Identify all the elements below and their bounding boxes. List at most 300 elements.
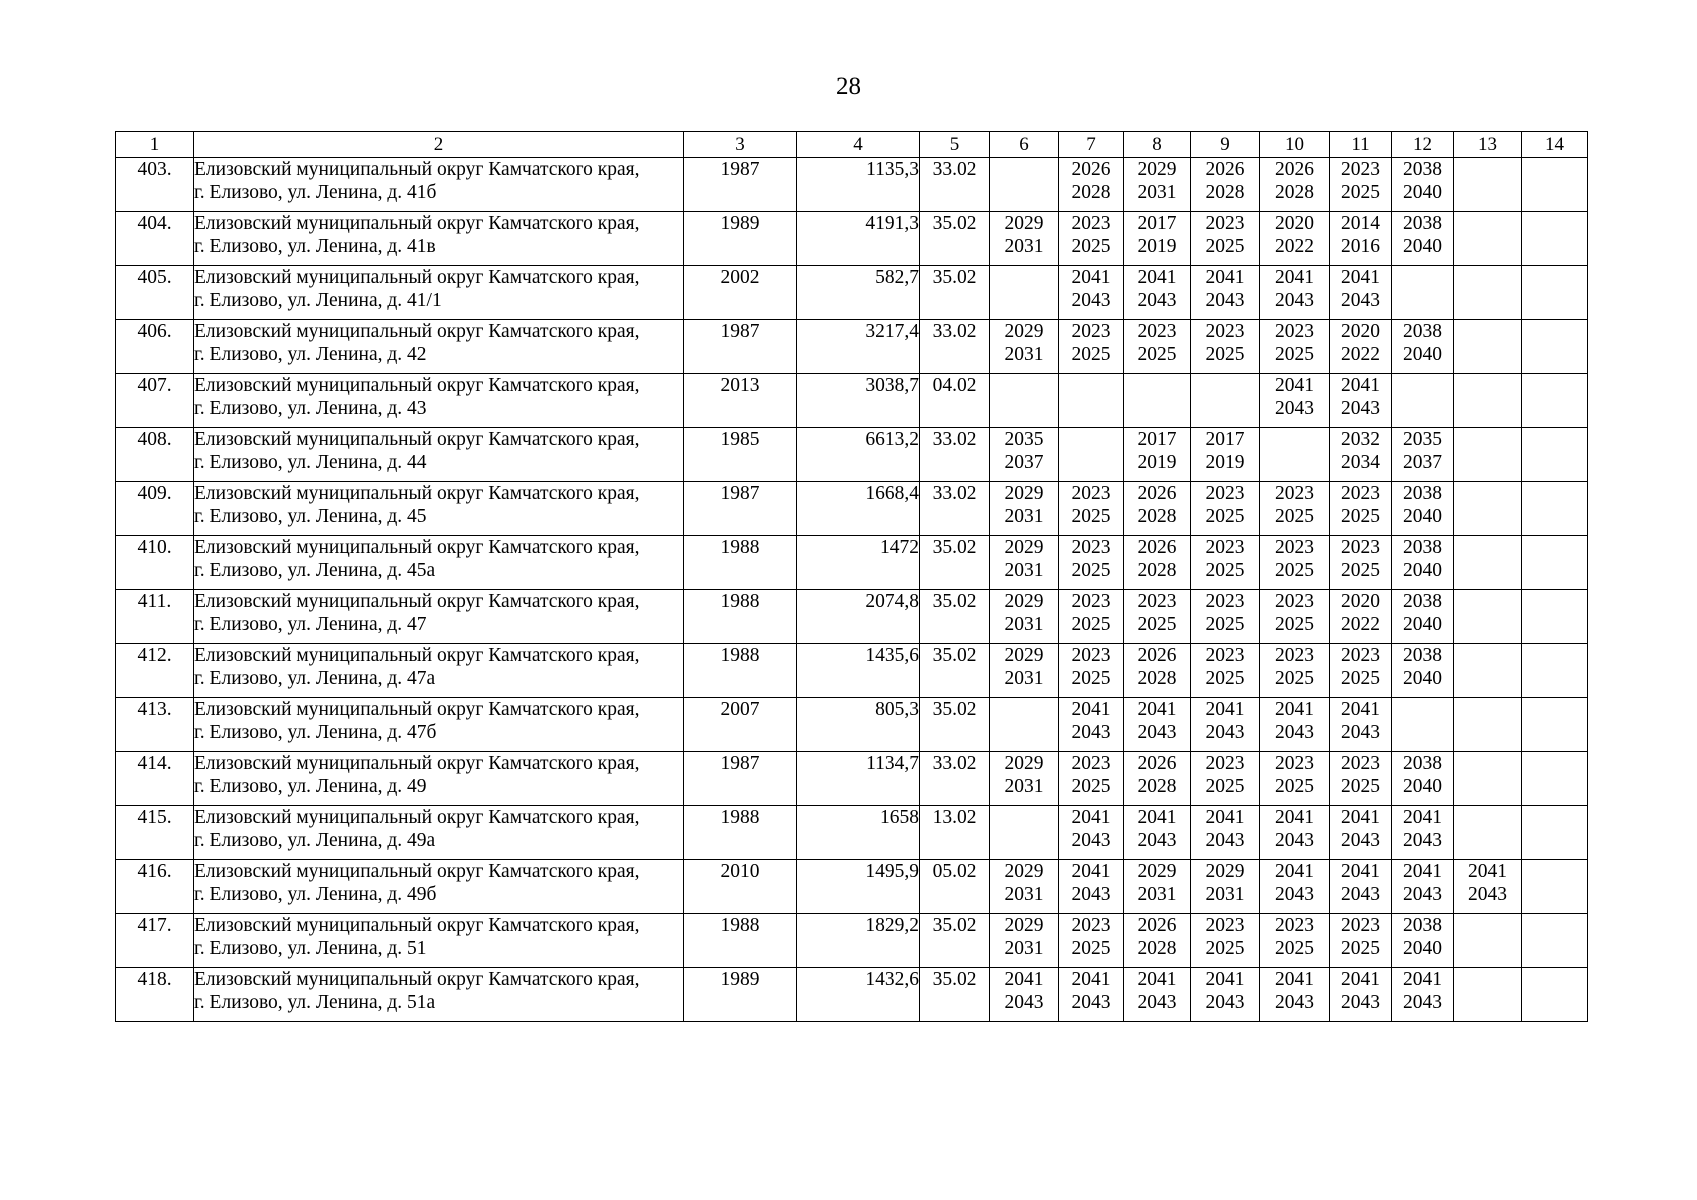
period-start-year: 2026 [1137, 753, 1177, 774]
period-cell-col-13 [1454, 752, 1522, 806]
period-start-year: 2038 [1403, 537, 1442, 558]
period-end-year: 2043 [1341, 290, 1380, 311]
address-cell [194, 320, 684, 374]
period-start-year: 2038 [1403, 645, 1442, 666]
address-street: г. Елизово, ул. Ленина, д. 51а [194, 992, 436, 1013]
period-end-year: 2025 [1341, 776, 1380, 797]
code-cell: 35.02 [920, 968, 990, 1022]
period-start-year: 2026 [1137, 537, 1177, 558]
column-header-7: 7 [1059, 132, 1124, 158]
period-start-year: 2038 [1403, 483, 1442, 504]
address-cell [194, 698, 684, 752]
period-end-year: 2031 [1137, 182, 1177, 203]
period-cell-col-6 [990, 212, 1059, 266]
period-cell-col-6 [990, 806, 1059, 860]
period-cell-col-8 [1124, 482, 1191, 536]
period-end-year: 2019 [1137, 236, 1177, 257]
period-start-year: 2041 [1205, 969, 1245, 990]
period-end-year: 2040 [1403, 182, 1442, 203]
period-cell-col-10 [1260, 482, 1330, 536]
address-municipality: Елизовский муниципальный округ Камчатского края, [194, 915, 640, 936]
column-header-9: 9 [1191, 132, 1260, 158]
year-cell: 2010 [684, 860, 797, 914]
period-cell-col-13 [1454, 590, 1522, 644]
period-end-year: 2028 [1275, 182, 1314, 203]
code-cell: 35.02 [920, 914, 990, 968]
period-end-year: 2043 [1205, 992, 1245, 1013]
period-cell-col-10 [1260, 860, 1330, 914]
column-header-1: 1 [116, 132, 194, 158]
period-start-year: 2038 [1403, 213, 1442, 234]
period-end-year: 2025 [1071, 506, 1111, 527]
area-cell: 3038,7 [797, 374, 920, 428]
period-start-year: 2023 [1205, 591, 1245, 612]
period-end-year: 2031 [1004, 344, 1044, 365]
code-cell: 04.02 [920, 374, 990, 428]
period-cell-col-10 [1260, 914, 1330, 968]
area-cell: 1472 [797, 536, 920, 590]
period-cell-col-9 [1191, 590, 1260, 644]
period-cell-col-7 [1059, 698, 1124, 752]
period-end-year: 2043 [1275, 884, 1314, 905]
address-municipality: Елизовский муниципальный округ Камчатского края, [194, 213, 640, 234]
address-municipality: Елизовский муниципальный округ Камчатского края, [194, 267, 640, 288]
period-cell-col-6 [990, 914, 1059, 968]
period-cell-col-10 [1260, 968, 1330, 1022]
period-start-year: 2038 [1403, 591, 1442, 612]
period-cell-col-12 [1392, 482, 1454, 536]
period-cell-col-13 [1454, 536, 1522, 590]
period-end-year: 2043 [1275, 290, 1314, 311]
period-end-year: 2040 [1403, 560, 1442, 581]
table-row [116, 698, 1588, 752]
period-end-year: 2043 [1468, 884, 1507, 905]
period-cell-col-9 [1191, 644, 1260, 698]
address-street: г. Елизово, ул. Ленина, д. 42 [194, 344, 427, 365]
row-number-cell: 409. [116, 482, 194, 536]
column-header-8: 8 [1124, 132, 1191, 158]
address-municipality: Елизовский муниципальный округ Камчатского края, [194, 645, 640, 666]
column-header-10: 10 [1260, 132, 1330, 158]
period-cell-col-14 [1522, 428, 1588, 482]
row-number-cell: 414. [116, 752, 194, 806]
period-start-year: 2023 [1205, 645, 1245, 666]
period-cell-col-9 [1191, 266, 1260, 320]
period-cell-col-10 [1260, 806, 1330, 860]
address-municipality: Елизовский муниципальный округ Камчатского края, [194, 159, 640, 180]
period-end-year: 2025 [1205, 614, 1245, 635]
period-start-year: 2029 [1004, 591, 1044, 612]
period-cell-col-11 [1330, 266, 1392, 320]
period-end-year: 2025 [1275, 776, 1314, 797]
period-start-year: 2035 [1403, 429, 1442, 450]
period-start-year: 2023 [1137, 591, 1177, 612]
code-cell: 35.02 [920, 644, 990, 698]
area-cell: 1658 [797, 806, 920, 860]
period-cell-col-8 [1124, 698, 1191, 752]
period-cell-col-11 [1330, 482, 1392, 536]
address-cell [194, 860, 684, 914]
period-cell-col-12 [1392, 266, 1454, 320]
period-end-year: 2040 [1403, 938, 1442, 959]
period-start-year: 2038 [1403, 753, 1442, 774]
period-start-year: 2023 [1071, 537, 1111, 558]
year-cell: 1987 [684, 482, 797, 536]
period-start-year: 2041 [1137, 807, 1177, 828]
period-cell-col-6 [990, 968, 1059, 1022]
address-cell [194, 482, 684, 536]
period-cell-col-13 [1454, 644, 1522, 698]
period-cell-col-10 [1260, 212, 1330, 266]
period-start-year: 2020 [1275, 213, 1314, 234]
period-cell-col-7 [1059, 428, 1124, 482]
period-end-year: 2028 [1137, 668, 1177, 689]
address-cell [194, 212, 684, 266]
period-cell-col-11 [1330, 968, 1392, 1022]
period-start-year: 2029 [1137, 861, 1177, 882]
period-end-year: 2025 [1205, 236, 1245, 257]
period-cell-col-12 [1392, 158, 1454, 212]
period-cell-col-13 [1454, 914, 1522, 968]
period-start-year: 2038 [1403, 159, 1442, 180]
period-start-year: 2041 [1205, 699, 1245, 720]
period-cell-col-12 [1392, 806, 1454, 860]
table-row [116, 428, 1588, 482]
period-start-year: 2026 [1275, 159, 1314, 180]
period-end-year: 2025 [1205, 938, 1245, 959]
period-cell-col-12 [1392, 644, 1454, 698]
row-number-cell: 408. [116, 428, 194, 482]
period-cell-col-14 [1522, 212, 1588, 266]
period-cell-col-11 [1330, 644, 1392, 698]
period-start-year: 2023 [1205, 483, 1245, 504]
period-end-year: 2043 [1341, 722, 1380, 743]
area-cell: 3217,4 [797, 320, 920, 374]
year-cell: 1987 [684, 158, 797, 212]
area-cell: 4191,3 [797, 212, 920, 266]
period-cell-col-12 [1392, 374, 1454, 428]
period-start-year: 2023 [1275, 321, 1314, 342]
code-cell: 35.02 [920, 266, 990, 320]
period-start-year: 2035 [1004, 429, 1044, 450]
year-cell: 1987 [684, 752, 797, 806]
period-cell-col-7 [1059, 644, 1124, 698]
period-cell-col-11 [1330, 698, 1392, 752]
period-end-year: 2028 [1137, 938, 1177, 959]
period-end-year: 2016 [1341, 236, 1380, 257]
period-start-year: 2023 [1275, 915, 1314, 936]
period-start-year: 2029 [1004, 537, 1044, 558]
area-cell: 1435,6 [797, 644, 920, 698]
period-start-year: 2023 [1275, 753, 1314, 774]
period-start-year: 2026 [1071, 159, 1111, 180]
period-end-year: 2043 [1275, 722, 1314, 743]
period-cell-col-10 [1260, 374, 1330, 428]
area-cell: 1134,7 [797, 752, 920, 806]
code-cell: 33.02 [920, 428, 990, 482]
period-start-year: 2023 [1071, 753, 1111, 774]
period-cell-col-10 [1260, 428, 1330, 482]
period-start-year: 2023 [1275, 483, 1314, 504]
address-municipality: Елизовский муниципальный округ Камчатского края, [194, 321, 640, 342]
period-end-year: 2043 [1071, 992, 1111, 1013]
period-end-year: 2031 [1004, 236, 1044, 257]
table-row [116, 482, 1588, 536]
column-header-5: 5 [920, 132, 990, 158]
period-end-year: 2025 [1275, 938, 1314, 959]
period-start-year: 2041 [1275, 699, 1314, 720]
period-cell-col-6 [990, 536, 1059, 590]
period-start-year: 2023 [1205, 753, 1245, 774]
area-cell: 1135,3 [797, 158, 920, 212]
period-start-year: 2041 [1403, 807, 1442, 828]
period-cell-col-6 [990, 374, 1059, 428]
period-cell-col-7 [1059, 806, 1124, 860]
period-start-year: 2029 [1004, 915, 1044, 936]
period-end-year: 2025 [1341, 506, 1380, 527]
period-cell-col-13 [1454, 212, 1522, 266]
period-end-year: 2025 [1275, 506, 1314, 527]
period-start-year: 2026 [1137, 915, 1177, 936]
period-cell-col-14 [1522, 320, 1588, 374]
column-header-14: 14 [1522, 132, 1588, 158]
period-end-year: 2040 [1403, 668, 1442, 689]
period-end-year: 2025 [1205, 506, 1245, 527]
code-cell: 33.02 [920, 320, 990, 374]
period-cell-col-9 [1191, 698, 1260, 752]
period-start-year: 2023 [1071, 213, 1111, 234]
period-end-year: 2043 [1403, 992, 1442, 1013]
year-cell: 2013 [684, 374, 797, 428]
period-end-year: 2031 [1004, 776, 1044, 797]
address-street: г. Елизово, ул. Ленина, д. 47б [194, 722, 437, 743]
address-cell [194, 266, 684, 320]
period-cell-col-9 [1191, 482, 1260, 536]
period-start-year: 2041 [1137, 969, 1177, 990]
period-cell-col-9 [1191, 806, 1260, 860]
address-street: г. Елизово, ул. Ленина, д. 41в [194, 236, 436, 257]
period-end-year: 2031 [1004, 614, 1044, 635]
period-start-year: 2041 [1137, 267, 1177, 288]
period-start-year: 2023 [1071, 645, 1111, 666]
table-row [116, 536, 1588, 590]
period-cell-col-8 [1124, 590, 1191, 644]
period-cell-col-11 [1330, 212, 1392, 266]
period-start-year: 2023 [1275, 591, 1314, 612]
period-end-year: 2022 [1275, 236, 1314, 257]
period-end-year: 2022 [1341, 614, 1380, 635]
period-end-year: 2028 [1137, 560, 1177, 581]
period-end-year: 2028 [1205, 182, 1245, 203]
period-cell-col-9 [1191, 428, 1260, 482]
address-cell [194, 590, 684, 644]
period-cell-col-14 [1522, 860, 1588, 914]
period-start-year: 2023 [1205, 915, 1245, 936]
code-cell: 35.02 [920, 212, 990, 266]
period-start-year: 2017 [1137, 213, 1177, 234]
period-end-year: 2043 [1004, 992, 1044, 1013]
period-cell-col-12 [1392, 212, 1454, 266]
period-start-year: 2041 [1275, 969, 1314, 990]
period-start-year: 2041 [1071, 861, 1111, 882]
period-start-year: 2023 [1071, 591, 1111, 612]
period-end-year: 2043 [1071, 722, 1111, 743]
period-cell-col-13 [1454, 968, 1522, 1022]
period-start-year: 2041 [1341, 807, 1380, 828]
period-end-year: 2037 [1004, 452, 1044, 473]
row-number-cell: 403. [116, 158, 194, 212]
period-cell-col-10 [1260, 752, 1330, 806]
period-start-year: 2041 [1341, 969, 1380, 990]
period-start-year: 2041 [1468, 861, 1507, 882]
period-cell-col-6 [990, 860, 1059, 914]
area-cell: 582,7 [797, 266, 920, 320]
code-cell: 35.02 [920, 536, 990, 590]
period-cell-col-11 [1330, 320, 1392, 374]
period-cell-col-11 [1330, 158, 1392, 212]
period-start-year: 2023 [1275, 645, 1314, 666]
period-end-year: 2043 [1403, 884, 1442, 905]
period-end-year: 2025 [1071, 668, 1111, 689]
table-row [116, 320, 1588, 374]
table-row [116, 266, 1588, 320]
period-cell-col-7 [1059, 158, 1124, 212]
building-register-table [115, 131, 1588, 1022]
period-start-year: 2041 [1071, 699, 1111, 720]
period-cell-col-13 [1454, 482, 1522, 536]
period-cell-col-13 [1454, 320, 1522, 374]
period-start-year: 2041 [1071, 969, 1111, 990]
period-cell-col-12 [1392, 752, 1454, 806]
period-end-year: 2025 [1205, 668, 1245, 689]
period-start-year: 2041 [1341, 699, 1380, 720]
address-street: г. Елизово, ул. Ленина, д. 51 [194, 938, 427, 959]
column-header-12: 12 [1392, 132, 1454, 158]
code-cell: 05.02 [920, 860, 990, 914]
period-start-year: 2026 [1137, 645, 1177, 666]
column-header-6: 6 [990, 132, 1059, 158]
period-start-year: 2041 [1275, 807, 1314, 828]
period-end-year: 2025 [1071, 560, 1111, 581]
period-start-year: 2023 [1071, 483, 1111, 504]
period-end-year: 2037 [1403, 452, 1442, 473]
period-start-year: 2032 [1341, 429, 1380, 450]
period-cell-col-14 [1522, 644, 1588, 698]
year-cell: 1985 [684, 428, 797, 482]
column-header-13: 13 [1454, 132, 1522, 158]
row-number-cell: 407. [116, 374, 194, 428]
period-cell-col-9 [1191, 212, 1260, 266]
table-row [116, 590, 1588, 644]
column-header-4: 4 [797, 132, 920, 158]
period-cell-col-8 [1124, 428, 1191, 482]
column-header-3: 3 [684, 132, 797, 158]
row-number-cell: 411. [116, 590, 194, 644]
period-end-year: 2019 [1137, 452, 1177, 473]
period-start-year: 2023 [1205, 213, 1245, 234]
area-cell: 805,3 [797, 698, 920, 752]
period-cell-col-14 [1522, 698, 1588, 752]
period-cell-col-6 [990, 590, 1059, 644]
address-street: г. Елизово, ул. Ленина, д. 49 [194, 776, 427, 797]
table-row [116, 158, 1588, 212]
period-end-year: 2031 [1004, 668, 1044, 689]
period-cell-col-8 [1124, 320, 1191, 374]
period-start-year: 2029 [1004, 753, 1044, 774]
period-end-year: 2043 [1275, 992, 1314, 1013]
address-municipality: Елизовский муниципальный округ Камчатского края, [194, 753, 640, 774]
table-row [116, 806, 1588, 860]
year-cell: 1988 [684, 590, 797, 644]
period-start-year: 2017 [1205, 429, 1245, 450]
period-cell-col-9 [1191, 374, 1260, 428]
period-end-year: 2043 [1071, 884, 1111, 905]
period-end-year: 2025 [1205, 776, 1245, 797]
period-cell-col-11 [1330, 428, 1392, 482]
table-row [116, 212, 1588, 266]
period-start-year: 2023 [1341, 915, 1380, 936]
period-start-year: 2023 [1071, 915, 1111, 936]
period-end-year: 2043 [1275, 398, 1314, 419]
address-street: г. Елизово, ул. Ленина, д. 43 [194, 398, 427, 419]
period-cell-col-13 [1454, 428, 1522, 482]
period-start-year: 2038 [1403, 915, 1442, 936]
period-cell-col-7 [1059, 860, 1124, 914]
period-end-year: 2025 [1341, 668, 1380, 689]
period-start-year: 2041 [1071, 267, 1111, 288]
period-end-year: 2043 [1071, 830, 1111, 851]
period-start-year: 2023 [1341, 483, 1380, 504]
period-start-year: 2041 [1341, 375, 1380, 396]
period-start-year: 2041 [1071, 807, 1111, 828]
address-cell [194, 374, 684, 428]
period-cell-col-6 [990, 644, 1059, 698]
period-start-year: 2023 [1341, 753, 1380, 774]
code-cell: 33.02 [920, 158, 990, 212]
period-cell-col-14 [1522, 752, 1588, 806]
period-cell-col-8 [1124, 914, 1191, 968]
period-start-year: 2041 [1341, 267, 1380, 288]
column-header-2: 2 [194, 132, 684, 158]
period-cell-col-9 [1191, 752, 1260, 806]
period-end-year: 2043 [1205, 290, 1245, 311]
period-start-year: 2023 [1341, 537, 1380, 558]
year-cell: 1989 [684, 212, 797, 266]
period-end-year: 2040 [1403, 506, 1442, 527]
address-street: г. Елизово, ул. Ленина, д. 45а [194, 560, 436, 581]
period-end-year: 2025 [1071, 236, 1111, 257]
period-end-year: 2043 [1137, 830, 1177, 851]
period-end-year: 2025 [1071, 938, 1111, 959]
year-cell: 2002 [684, 266, 797, 320]
period-end-year: 2025 [1275, 614, 1314, 635]
row-number-cell: 416. [116, 860, 194, 914]
period-cell-col-7 [1059, 968, 1124, 1022]
period-start-year: 2041 [1137, 699, 1177, 720]
period-cell-col-8 [1124, 536, 1191, 590]
period-start-year: 2017 [1137, 429, 1177, 450]
period-end-year: 2028 [1071, 182, 1111, 203]
period-cell-col-11 [1330, 536, 1392, 590]
address-cell [194, 644, 684, 698]
period-start-year: 2023 [1205, 537, 1245, 558]
period-cell-col-8 [1124, 266, 1191, 320]
period-start-year: 2020 [1341, 321, 1380, 342]
code-cell: 13.02 [920, 806, 990, 860]
period-end-year: 2025 [1071, 614, 1111, 635]
address-street: г. Елизово, ул. Ленина, д. 47 [194, 614, 427, 635]
period-cell-col-8 [1124, 860, 1191, 914]
